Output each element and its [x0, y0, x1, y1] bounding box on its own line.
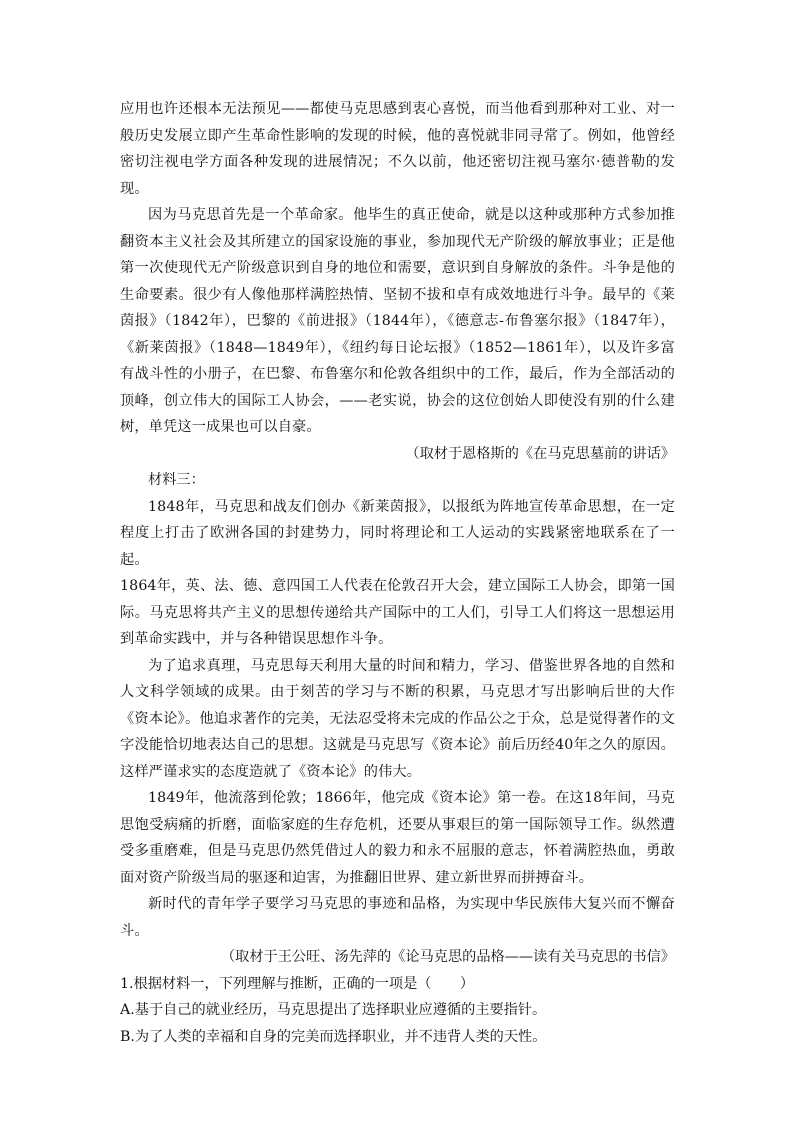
paragraph-1849: 1849年，他流落到伦敦；1866年，他完成《资本论》第一卷。在这18年间，马克思饱受病痛的折磨，面临家庭的生存危机，还要从事艰巨的第一国际领导工作。纵然遭受多重磨难，但是马克思仍然凭借过人的毅力和永不屈服的意志，怀着满腔热血，勇敢面对资产阶级当局的驱逐和迫害，为推翻旧世界、建立新世界而拼搏奋斗。 — [120, 790, 675, 886]
option-a: A.基于自己的就业经历，马克思提出了选择职业应遵循的主要指针。 — [120, 1002, 547, 1018]
paragraph-discoveries: 应用也许还根本无法预见——都使马克思感到衷心喜悦，而当他看到那种对工业、对一般历史发展立即产生革命性影响的发现的时候，他的喜悦就非同寻常了。例如，他曾经密切注视电学方面各种发现的进展情况；不久以前，他还密切注视马塞尔·德普勒的发现。 — [120, 101, 675, 197]
question-stem: 1.根据材料一，下列理解与推断，正确的一项是（ ） — [120, 975, 475, 992]
paragraph-truth: 为了追求真理，马克思每天利用大量的时间和精力，学习、借鉴世界各地的自然和人文科学领域的成果。由于刻苦的学习与不断的积累，马克思才写出影响后世的大作《资本论》。他追求著作的完美，无法忍受将未完成的作品公之于众，总是觉得著作的文字没能恰切地表达自己的思想。这就是马克思写《资本论》前后历经40年之久的原因。这样严谨求实的态度造就了《资本论》的伟大。 — [120, 657, 675, 780]
paragraph-1848: 1848年，马克思和战友们创办《新莱茵报》，以报纸为阵地宣传革命思想，在一定程度上打击了欧洲各国的封建势力，同时将理论和工人运动的实践紧密地联系在了一起。 — [120, 498, 675, 568]
material-three-label: 材料三： — [148, 472, 205, 488]
document-page — [120, 96, 675, 1050]
source-citation-engels: （取材于恩格斯的《在马克思墓前的讲话》 — [405, 445, 675, 462]
paragraph-revolutionary: 因为马克思首先是一个革命家。他毕生的真正使命，就是以这种或那种方式参加推翻资本主义社会及其所建立的国家设施的事业，参加现代无产阶级的解放事业；正是他第一次使现代无产阶级意识到自身的地位和需要，意识到自身解放的条件。斗争是他的生命要素。很少有人像他那样满腔热情、坚韧不拔和卓有成效地进行斗争。最早的《莱茵报》（1842年），巴黎的《前进报》（1844年），《德意志-布鲁塞尔报》（1847年），《新莱茵报》（1848—1849年），《纽约每日论坛报》（1852—1861年），以及许多富有战斗性的小册子，在巴黎、布鲁塞尔和伦敦各组织中的工作，最后，作为全部活动的顶峰，创立伟大的国际工人协会，——老实说，协会的这位创始人即使没有别的什么建树，单凭这一成果也可以自豪。 — [120, 207, 675, 435]
option-b: B.为了人类的幸福和自身的完美而选择职业，并不违背人类的天性。 — [120, 1028, 547, 1045]
paragraph-youth: 新时代的青年学子要学习马克思的事迹和品格，为实现中华民族伟大复兴而不懈奋斗。 — [120, 896, 675, 939]
paragraph-1864: 1864年，英、法、德、意四国工人代表在伦敦召开大会，建立国际工人协会，即第一国际。马克思将共产主义的思想传递给共产国际中的工人们，引导工人们将这一思想运用到革命实践中，并与各种错误思想作斗争。 — [120, 578, 675, 647]
source-citation-wang: （取材于王公旺、汤先萍的《论马克思的品格——读有关马克思的书信》 — [220, 949, 675, 965]
